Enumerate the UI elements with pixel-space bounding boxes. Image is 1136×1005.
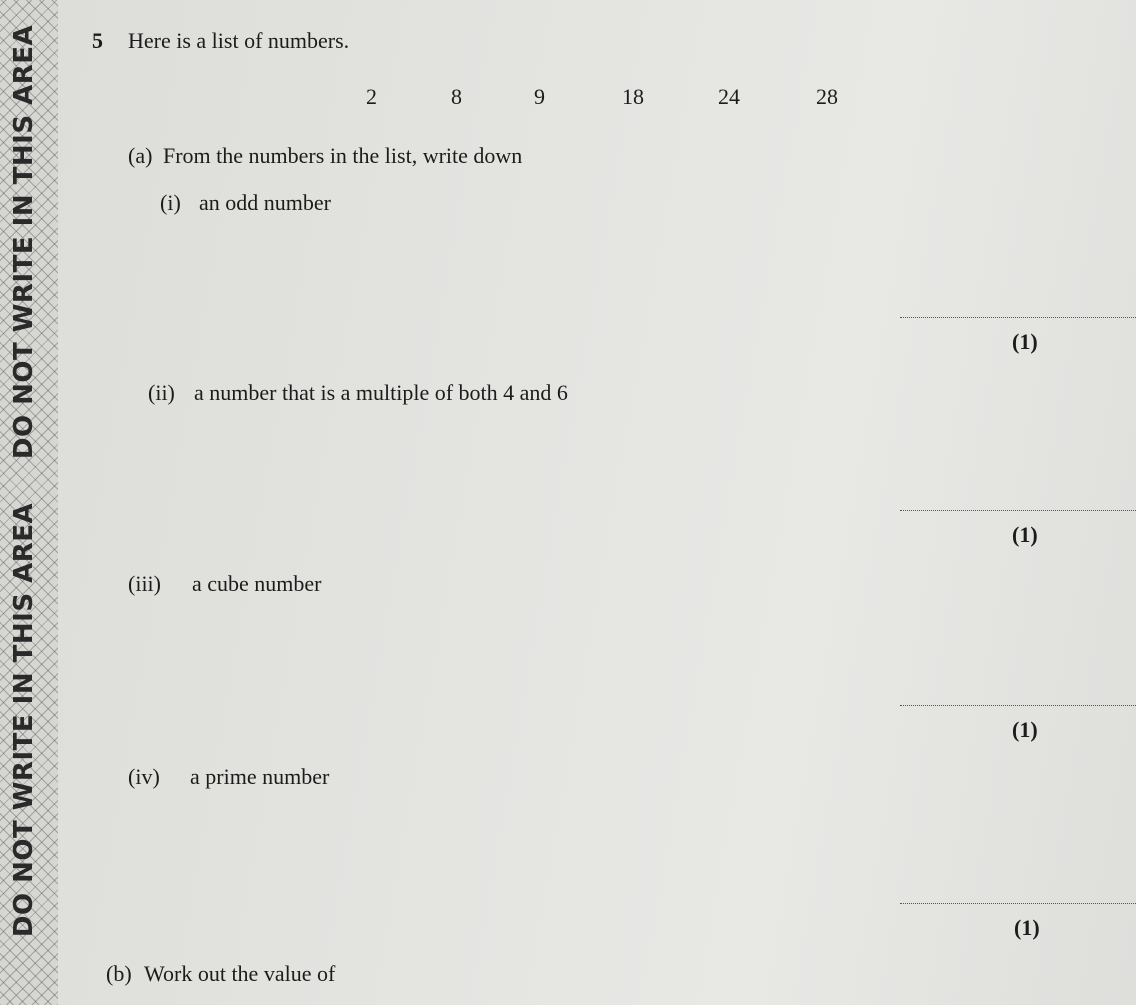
item-i-label: (i) <box>160 190 181 215</box>
part-b-text: Work out the value of <box>144 961 336 986</box>
marks-iii: (1) <box>1012 717 1038 742</box>
item-iii-label: (iii) <box>128 571 161 596</box>
number-item: 9 <box>534 84 545 109</box>
item-iv-label: (iv) <box>128 764 160 789</box>
marks-i: (1) <box>1012 329 1038 354</box>
question-intro: Here is a list of numbers. <box>128 28 350 53</box>
item-ii-text: a number that is a multiple of both 4 and 6 <box>194 380 568 405</box>
margin-warning-top: DO NOT WRITE IN THIS AREA <box>9 24 40 460</box>
number-item: 24 <box>718 84 740 109</box>
part-a-text: From the numbers in the list, write down <box>163 143 523 168</box>
number-item: 8 <box>451 84 462 109</box>
number-item: 2 <box>366 84 377 109</box>
number-item: 28 <box>816 84 838 109</box>
item-i-text: an odd number <box>199 190 331 215</box>
number-item: 18 <box>622 84 644 109</box>
answer-line-i[interactable] <box>900 317 1136 318</box>
item-iii-text: a cube number <box>192 571 322 596</box>
item-ii-label: (ii) <box>148 380 175 405</box>
answer-line-iv[interactable] <box>900 903 1136 904</box>
marks-iv: (1) <box>1014 915 1040 940</box>
part-b-label: (b) <box>106 961 132 986</box>
margin-warning-bottom: DO NOT WRITE IN THIS AREA <box>9 502 40 938</box>
question-number: 5 <box>92 28 103 53</box>
answer-line-iii[interactable] <box>900 705 1136 706</box>
marks-ii: (1) <box>1012 522 1038 547</box>
answer-line-ii[interactable] <box>900 510 1136 511</box>
part-a-label: (a) <box>128 143 153 168</box>
item-iv-text: a prime number <box>190 764 330 789</box>
